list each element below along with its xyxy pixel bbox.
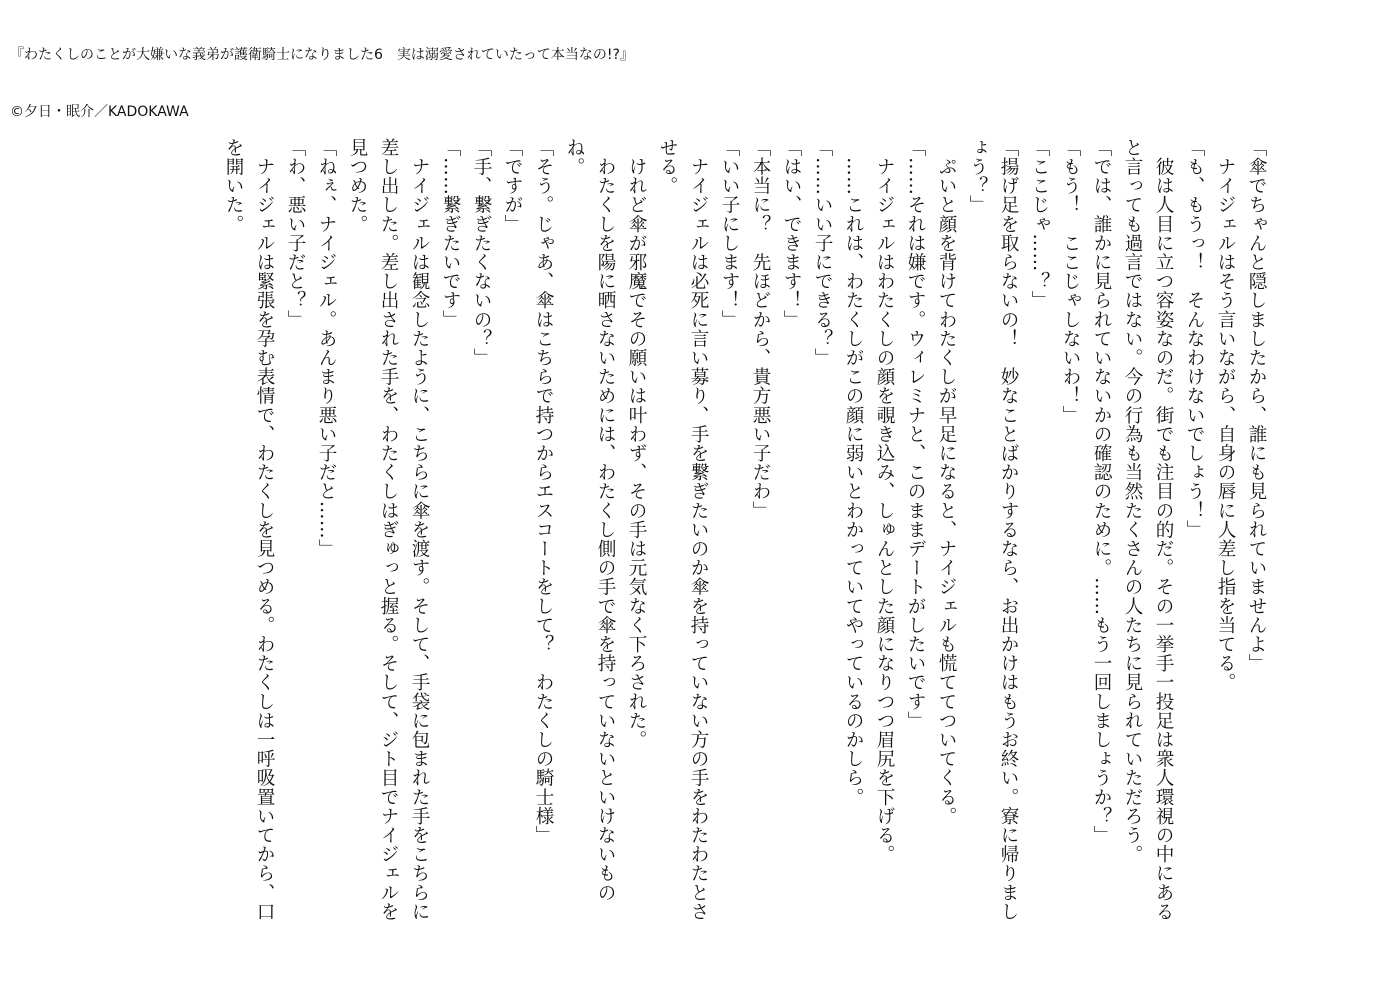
paragraph: ……これは、わたくしがこの顔に弱いとわかっていてやっているのかしら。	[843, 138, 864, 807]
paragraph: 「……それは嫌です。ウィレミナと、このままデートがしたいです」	[905, 138, 926, 731]
paragraph: 彼は人目に立つ容姿なのだ。街でも注目の的だ。その一挙手一投足は衆人環視の中にあると言っても過言ではない。今の行為も当然たくさんの人たちに見られていただろう。	[1122, 138, 1174, 922]
paragraph: 「ねぇ、ナイジェル。あんまり悪い子だと……」	[316, 138, 337, 559]
paragraph: 「いい子にします！」	[719, 138, 740, 329]
paragraph: 「わ、悪い子だと？」	[285, 138, 306, 329]
paragraph: 「手、繋ぎたくないの？」	[471, 138, 492, 368]
paragraph: 「はい、できます！」	[781, 138, 802, 329]
paragraph: けれど傘が邪魔でその願いは叶わず、その手は元気なく下ろされた。	[626, 138, 647, 750]
copyright-notice: ©夕日・眠介／KADOKAWA	[10, 104, 189, 120]
paragraph: ナイジェルは必死に言い募り、手を繋ぎたいのか傘を持っていない方の手をわたわたとさせる。	[657, 138, 709, 922]
paragraph: 「……いい子にできる？」	[812, 138, 833, 368]
novel-body-text	[152, 138, 1272, 928]
paragraph: ナイジェルはわたくしの顔を覗き込み、しゅんとした顔になりつつ眉尻を下げる。	[874, 138, 895, 864]
paragraph: ナイジェルは緊張を孕む表情で、わたくしを見つめる。わたくしは一呼吸置いてから、口を開いた。	[223, 138, 275, 922]
paragraph: 「揚げ足を取らないの！ 妙なことばかりするなら、お出かけはもうお終い。寮に帰りましょう？」	[967, 138, 1019, 922]
paragraph: 「そう。じゃあ、傘はこちらで持つからエスコートをして？ わたくしの騎士様」	[533, 138, 554, 845]
paragraph: 「では、誰かに見られていないかの確認のために。……もう一回しましょうか？」	[1091, 138, 1112, 845]
page-header	[10, 8, 634, 141]
book-title: 『わたくしのことが大嫌いな義弟が護衛騎士になりました6 実は溺愛されていたって本当なの!?』	[10, 47, 634, 63]
paragraph: 「も、もうっ！ そんなわけないでしょう！」	[1184, 138, 1205, 540]
paragraph: 「ここじゃ……？」	[1029, 138, 1050, 310]
paragraph: 「もう！ ここじゃしないわ！」	[1060, 138, 1081, 425]
paragraph: 「……繋ぎたいです」	[440, 138, 461, 329]
paragraph: わたくしを陽に晒さないためには、わたくし側の手で傘を持っていないといけないものね。	[564, 138, 616, 902]
paragraph: 「傘でちゃんと隠しましたから、誰にも見られていませんよ」	[1246, 138, 1267, 673]
paragraph: 「ですが」	[502, 138, 523, 234]
paragraph: ナイジェルは観念したように、こちらに傘を渡す。そして、手袋に包まれた手をこちらに差し出した。差し出された手を、わたくしはぎゅっと握る。そして、ジト目でナイジェルを見つめた。	[347, 138, 430, 922]
paragraph: ぷいと顔を背けてわたくしが早足になると、ナイジェルも慌ててついてくる。	[936, 138, 957, 826]
paragraph: 「本当に？ 先ほどから、貴方悪い子だわ」	[750, 138, 771, 520]
paragraph: ナイジェルはそう言いながら、自身の唇に人差し指を当てる。	[1215, 138, 1236, 692]
